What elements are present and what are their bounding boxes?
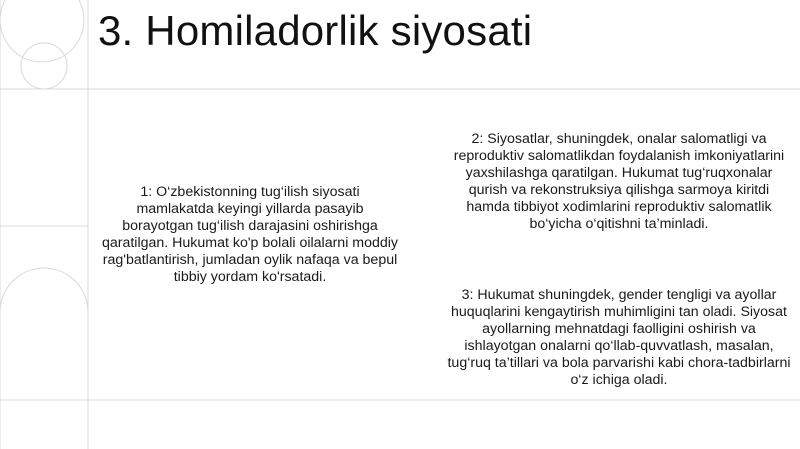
paragraph-1: 1: O‘zbekistonning tug‘ilish siyosati mamlakatda keyingi yillarda pasayib borayotgan tug‘ilish darajasini oshirishga qaratilgan. Hukumat ko'p bolali oilalarni moddiy rag'batlantirish, jumladan oylik nafaqa va bepul tibbiy yordam ko'rsatadi. — [101, 184, 399, 285]
paragraph-2: 2: Siyosatlar, shuningdek, onalar salomatligi va reproduktiv salomatlikdan foydalanish imkoniyatlarini yaxshilashga qaratilgan. Hukumat tug‘ruqxonalar qurish va rekonstruksiya qilishga sarmoya kiritdi hamda tibbiyot xodimlarini reproduktiv salomatlik bo‘yicha o‘qitishni ta’minladi. — [453, 131, 785, 232]
paragraph-3: 3: Hukumat shuningdek, gender tengligi va ayollar huquqlarini kengaytirish muhimligini tan oladi. Siyosat ayollarning mehnatdagi faolligini oshirish va ishlayotgan onalarni qo‘llab-quvvatlash, masalan, tug‘ruq ta’tillari va bola parvarishi kabi chora-tadbirlarni o‘z ichiga oladi. — [447, 287, 791, 388]
decorative-circle-top — [0, 0, 84, 62]
decorative-arc-bottom — [0, 268, 88, 449]
decorative-circle-small — [21, 43, 67, 89]
slide-title: 3. Homiladorlik siyosati — [98, 7, 533, 54]
